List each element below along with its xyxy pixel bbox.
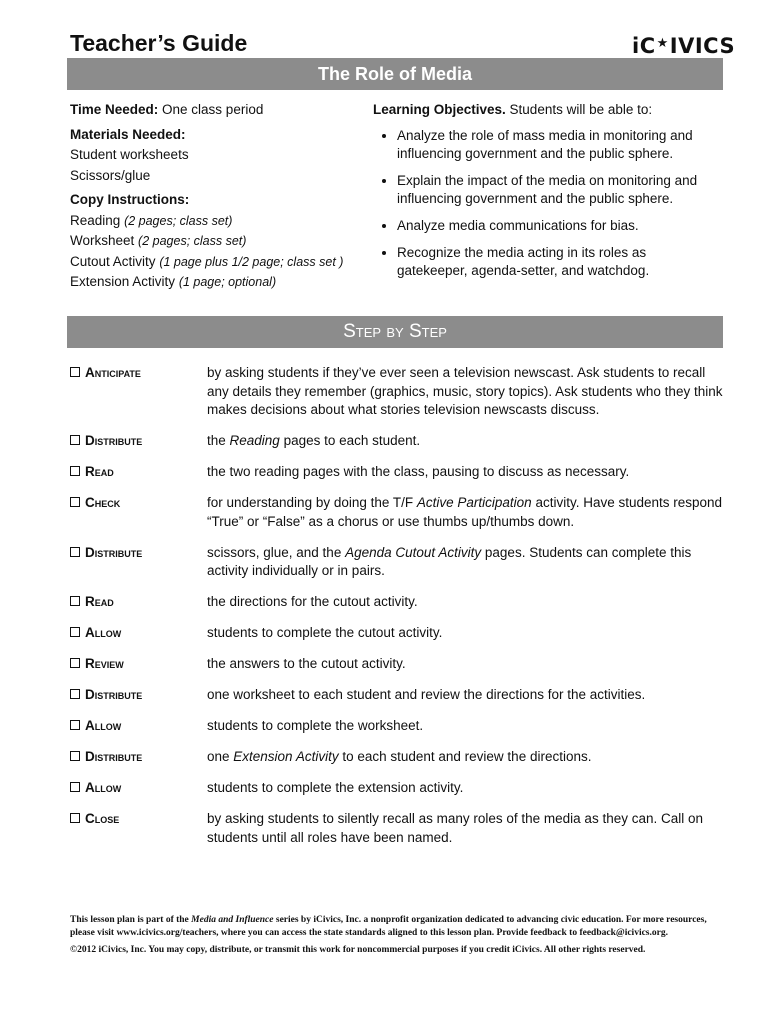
step-text: students to complete the extension activity.: [207, 780, 464, 795]
copy-item: [70, 252, 370, 273]
step-row: [70, 463, 725, 482]
checkbox-icon: [70, 813, 80, 823]
step-verb-label: Allow: [85, 718, 122, 733]
step-row: [70, 624, 725, 643]
checkbox-icon: [70, 547, 80, 557]
step-description: [207, 748, 725, 767]
step-description: [207, 432, 725, 451]
footer-text: This lesson plan is part of the: [70, 915, 192, 925]
step-verb: [70, 494, 207, 531]
copy-item: [70, 211, 370, 232]
steps-list: [70, 364, 725, 860]
copy-name: Cutout Activity: [70, 253, 156, 269]
lesson-title-banner: The Role of Media: [67, 58, 723, 90]
step-text: the directions for the cutout activity.: [207, 594, 418, 609]
checkbox-icon: [70, 627, 80, 637]
steps-banner: Step by Step: [67, 316, 723, 348]
step-description: [207, 655, 725, 674]
checkbox-icon: [70, 751, 80, 761]
step-verb-label: Distribute: [85, 544, 143, 560]
step-verb: [70, 655, 207, 674]
step-text: Extension Activity: [233, 749, 339, 764]
logo-rest: IVICS: [669, 34, 736, 58]
step-row: [70, 432, 725, 451]
time-label: Time Needed:: [70, 102, 159, 117]
step-description: [207, 494, 725, 531]
step-description: [207, 779, 725, 798]
step-description: [207, 717, 725, 736]
copy-heading: Copy Instructions:: [70, 192, 190, 207]
step-verb-label: Distribute: [85, 749, 143, 764]
copy-note: (1 page plus 1/2 page; class set ): [159, 254, 344, 269]
step-text: one worksheet to each student and review the directions for the activities.: [207, 687, 646, 702]
footer-about: [70, 914, 720, 939]
checkbox-icon: [70, 720, 80, 730]
objectives-heading: [373, 100, 718, 121]
step-text: students to complete the cutout activity.: [207, 625, 443, 640]
step-verb: [70, 463, 207, 482]
step-row: [70, 686, 725, 705]
step-verb-label: Read: [85, 464, 114, 479]
objective-item: • Explain the impact of the media on monitoring and influencing government and the public sphere.: [397, 172, 718, 208]
step-description: [207, 624, 725, 643]
step-text: for understanding by doing the T/F: [207, 495, 417, 510]
copy-name: Extension Activity: [70, 274, 176, 289]
step-row: [70, 494, 725, 531]
checkbox-icon: [70, 367, 80, 377]
footer-copyright: ©2012 iCivics, Inc. You may copy, distribute, or transmit this work for noncommercial purposes if you credit iCivics. All other rights reserved.: [70, 945, 646, 955]
page-title: Teacher’s Guide: [70, 30, 248, 56]
step-row: [70, 810, 725, 847]
objective-item: • Recognize the media acting in its roles as gatekeeper, agenda-setter, and watchdog.: [397, 244, 718, 280]
step-verb-label: Distribute: [85, 433, 143, 448]
learning-objectives: [373, 100, 718, 289]
checkbox-icon: [70, 435, 80, 445]
step-text: pages. Students can complete this activity individually or in pairs.: [207, 544, 692, 578]
copy-note: (1 page; optional): [178, 275, 277, 289]
copy-name: Reading: [70, 212, 121, 228]
step-verb-label: Close: [85, 811, 120, 826]
logo-c: C: [639, 34, 656, 58]
step-row: [70, 655, 725, 674]
copy-name: Worksheet: [70, 233, 135, 248]
step-text: the: [207, 433, 230, 448]
checkbox-icon: [70, 658, 80, 668]
step-verb: [70, 686, 207, 705]
step-description: [207, 686, 725, 705]
checkbox-icon: [70, 596, 80, 606]
checkbox-icon: [70, 689, 80, 699]
step-verb: [70, 432, 207, 451]
footer-series: Media and Influence: [191, 915, 274, 925]
footer-text: series by iCivics, Inc. a nonprofit organization dedicated to advancing civic education. For more resources, please visit www.icivics.org/teachers, where you can access the state standards aligned to this lesson plan. Provide feedback to feedback@icivics.org.: [70, 915, 707, 938]
step-verb-label: Anticipate: [85, 365, 141, 380]
step-text: pages to each student.: [279, 433, 421, 448]
step-verb: [70, 810, 207, 847]
objectives-list: [373, 127, 718, 280]
material-item: Scissors/glue: [70, 167, 151, 183]
objectives-intro: Students will be able to:: [505, 102, 653, 117]
step-verb: [70, 624, 207, 643]
step-verb-label: Check: [85, 495, 121, 510]
step-text: activity. Have students respond “True” or “False” as a chorus or use thumbs up/thumbs down.: [207, 495, 723, 529]
step-verb: [70, 717, 207, 736]
step-row: [70, 364, 725, 420]
step-row: [70, 748, 725, 767]
step-verb-label: Allow: [85, 625, 122, 640]
step-row: [70, 717, 725, 736]
step-verb-label: Allow: [85, 780, 122, 795]
step-row: [70, 779, 725, 798]
step-verb: [70, 748, 207, 767]
objective-item: • Analyze media communications for bias.: [397, 217, 718, 235]
step-text: students to complete the worksheet.: [207, 718, 424, 733]
step-text: scissors, glue, and the: [207, 544, 346, 560]
materials-heading: Materials Needed:: [70, 126, 186, 142]
time-value: One class period: [158, 102, 264, 117]
step-description: [207, 593, 725, 612]
step-text: Active Participation: [416, 495, 532, 510]
logo-i: i: [632, 34, 640, 58]
objective-item: • Analyze the role of mass media in monitoring and influencing government and the public sphere.: [397, 127, 718, 163]
step-description: [207, 810, 725, 847]
step-text: one: [207, 749, 234, 764]
step-verb-label: Review: [85, 656, 124, 671]
step-text: Reading: [229, 433, 280, 448]
step-text: by asking students if they’ve ever seen a television newscast. Ask students to recall any details they remember (graphics, music, story topics). Ask students who they think makes decisions about what stories television newscasts discuss.: [207, 365, 723, 417]
step-row: [70, 544, 725, 581]
step-verb: [70, 364, 207, 420]
step-description: [207, 463, 725, 482]
copy-item: [70, 272, 370, 293]
time-needed: [70, 100, 370, 121]
step-description: [207, 364, 725, 420]
footer: [70, 914, 720, 962]
step-verb-label: Read: [85, 594, 114, 609]
star-icon: ★: [656, 36, 669, 51]
step-text: the two reading pages with the class, pausing to discuss as necessary.: [207, 464, 630, 479]
objectives-label: Learning Objectives.: [373, 102, 506, 117]
step-verb: [70, 544, 207, 581]
copy-note: (2 pages; class set): [124, 213, 233, 228]
step-text: the answers to the cutout activity.: [207, 656, 406, 671]
material-item: Student worksheets: [70, 147, 189, 162]
step-verb: [70, 779, 207, 798]
step-text: by asking students to silently recall as many roles of the media as they can. Call on students until all roles have been named.: [207, 811, 703, 845]
copy-note: (2 pages; class set): [138, 234, 247, 248]
checkbox-icon: [70, 466, 80, 476]
checkbox-icon: [70, 782, 80, 792]
copy-item: [70, 231, 370, 252]
step-description: [207, 544, 725, 581]
step-text: to each student and review the directions.: [338, 749, 592, 764]
step-verb-label: Distribute: [85, 687, 143, 702]
lesson-logistics: [70, 100, 370, 293]
step-row: [70, 593, 725, 612]
icivics-logo: [632, 34, 735, 58]
checkbox-icon: [70, 497, 80, 507]
step-text: Agenda Cutout Activity: [345, 544, 482, 560]
step-verb: [70, 593, 207, 612]
